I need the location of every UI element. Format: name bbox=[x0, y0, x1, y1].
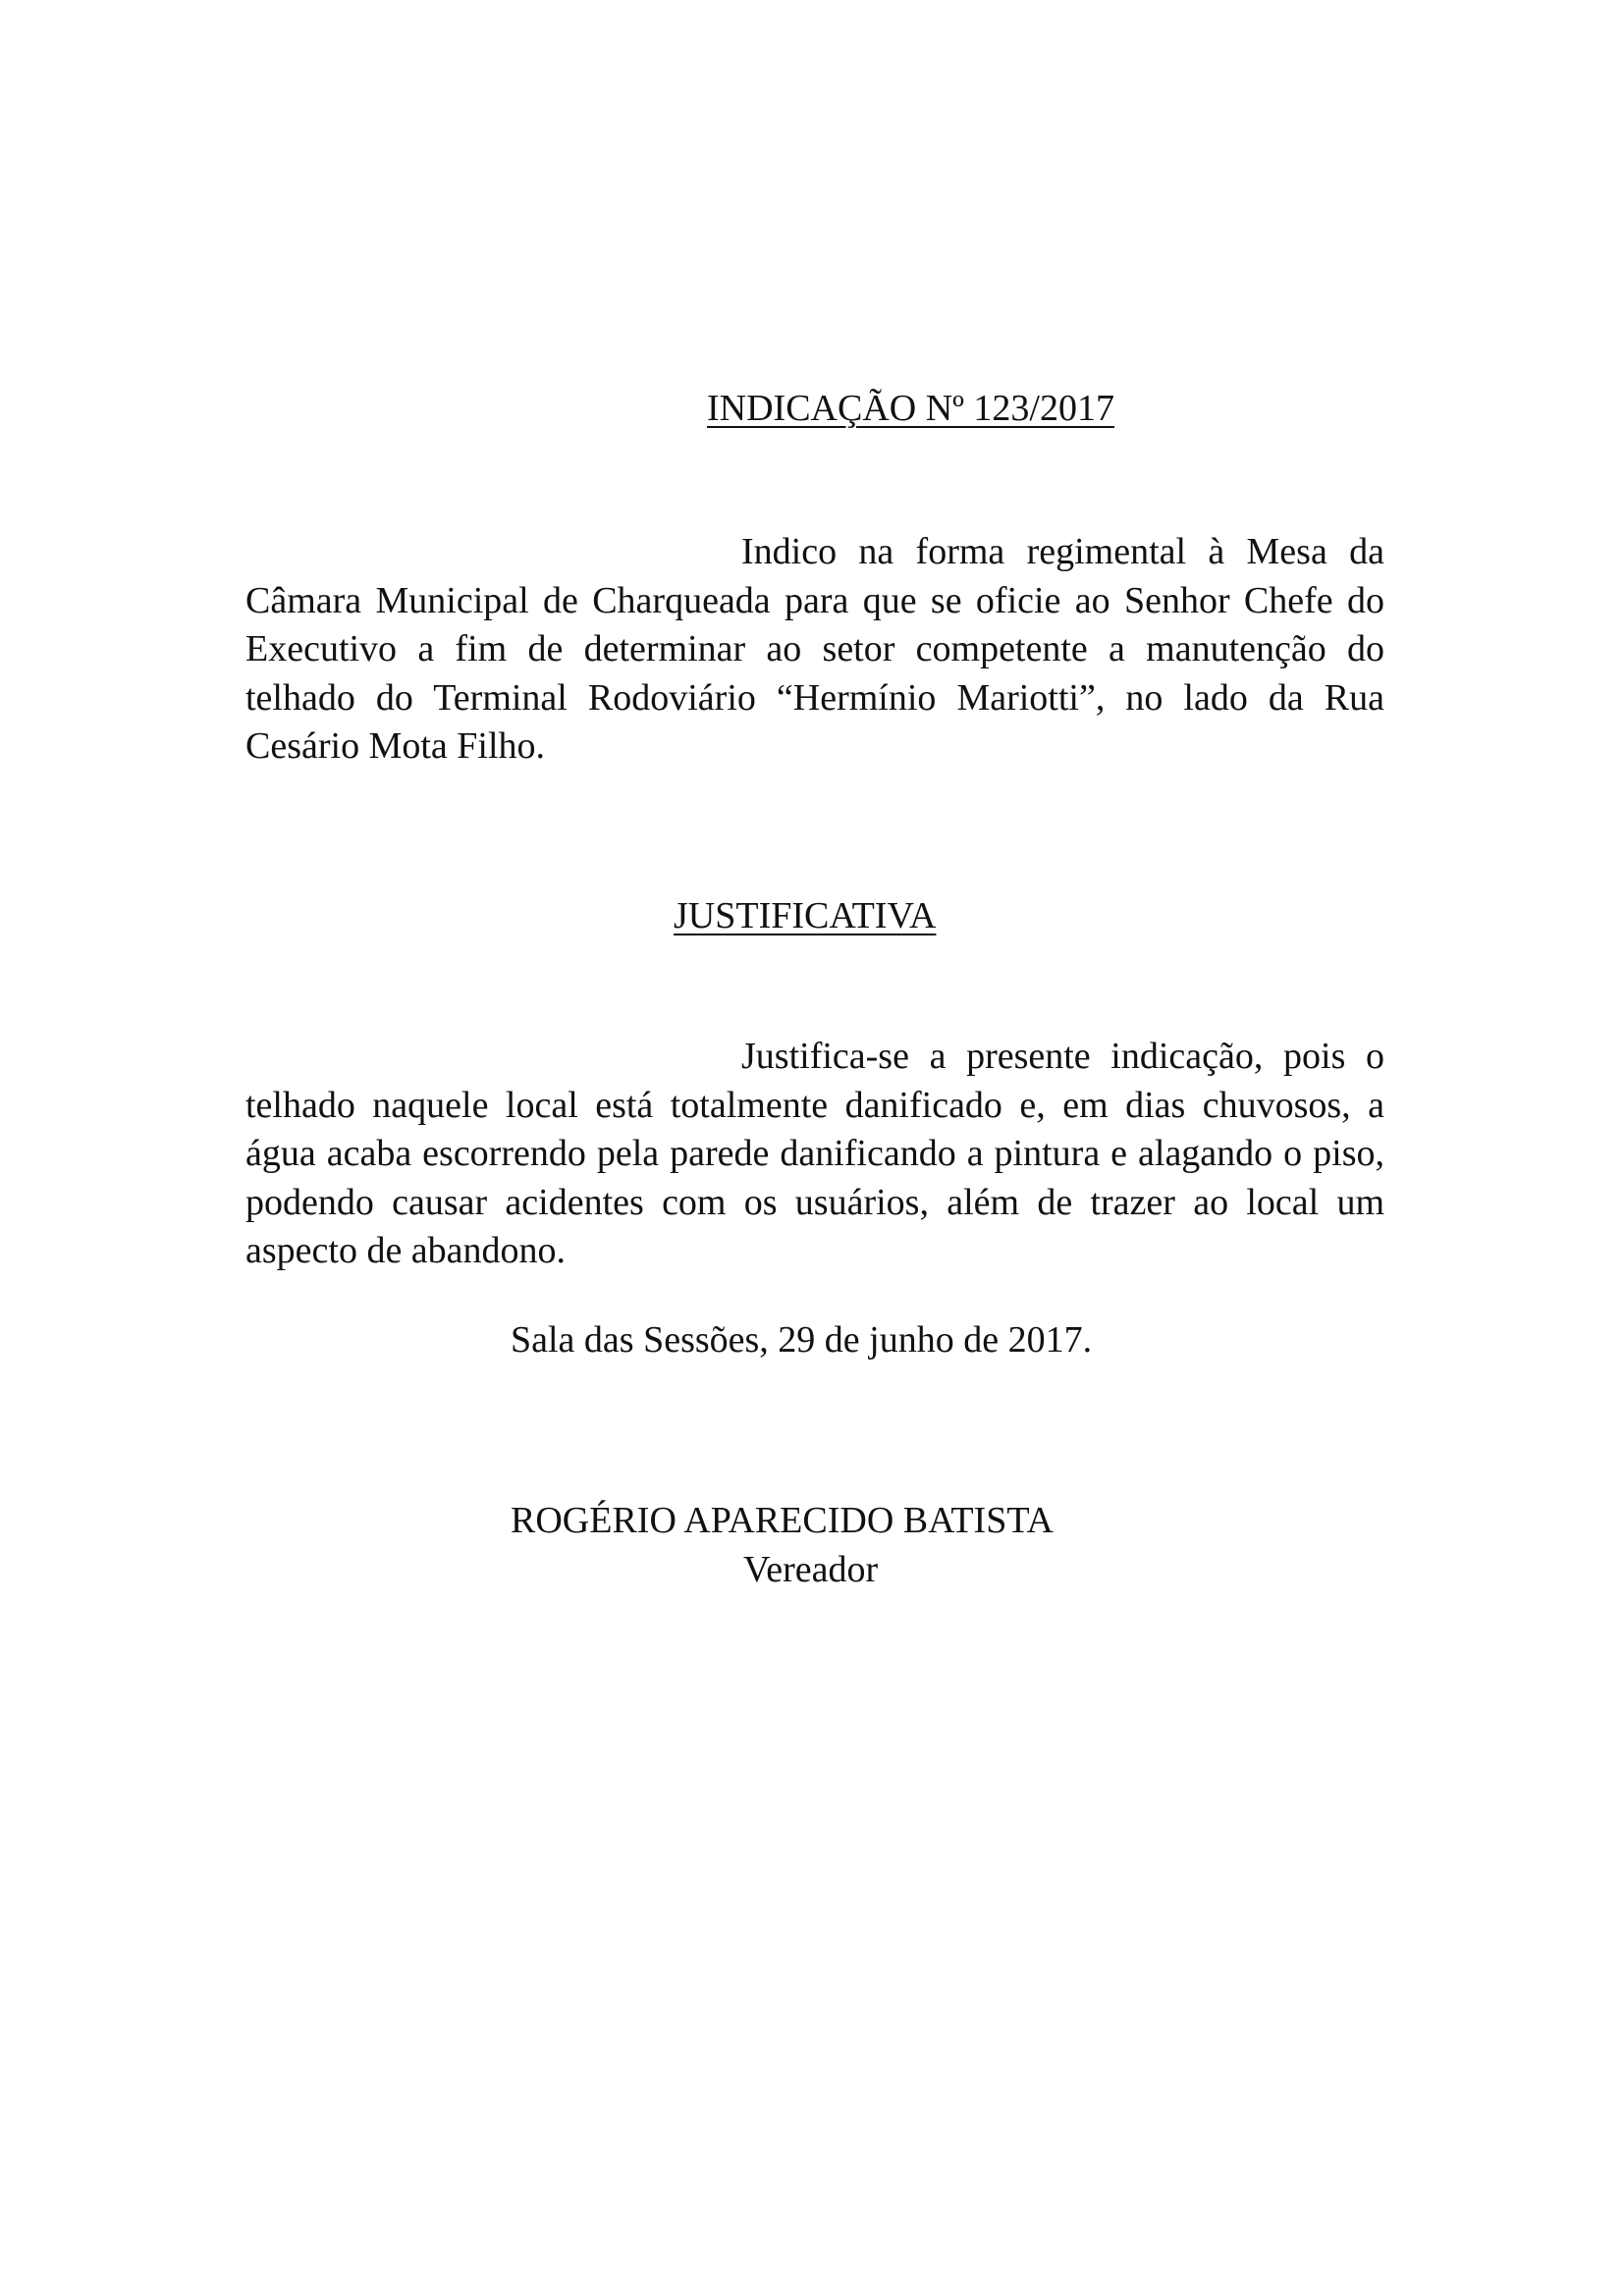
document-title: INDICAÇÃO Nº 123/2017 bbox=[707, 388, 1114, 429]
session-date: Sala das Sessões, 29 de junho de 2017. bbox=[511, 1319, 1093, 1361]
justification-heading: JUSTIFICATIVA bbox=[674, 895, 937, 936]
justification-paragraph: Justifica-se a presente indicação, pois o telhado naquele local está totalmente danificado e, em dias chuvosos, a água acaba escorrendo pela parede danificando a pintura e alagando o piso, podendo causar acidentes com os usuários, além de trazer ao local um aspecto de abandono. bbox=[245, 1036, 1384, 1271]
signer-name: ROGÉRIO APARECIDO BATISTA bbox=[511, 1500, 1054, 1541]
indication-paragraph: Indico na forma regimental à Mesa da Câmara Municipal de Charqueada para que se oficie ao Senhor Chefe do Executivo a fim de determinar ao setor competente a manutenção do telhado do Terminal Rodoviário “Hermínio Mariotti”, no lado da Rua Cesário Mota Filho. bbox=[245, 531, 1384, 767]
signer-role: Vereador bbox=[743, 1549, 879, 1590]
